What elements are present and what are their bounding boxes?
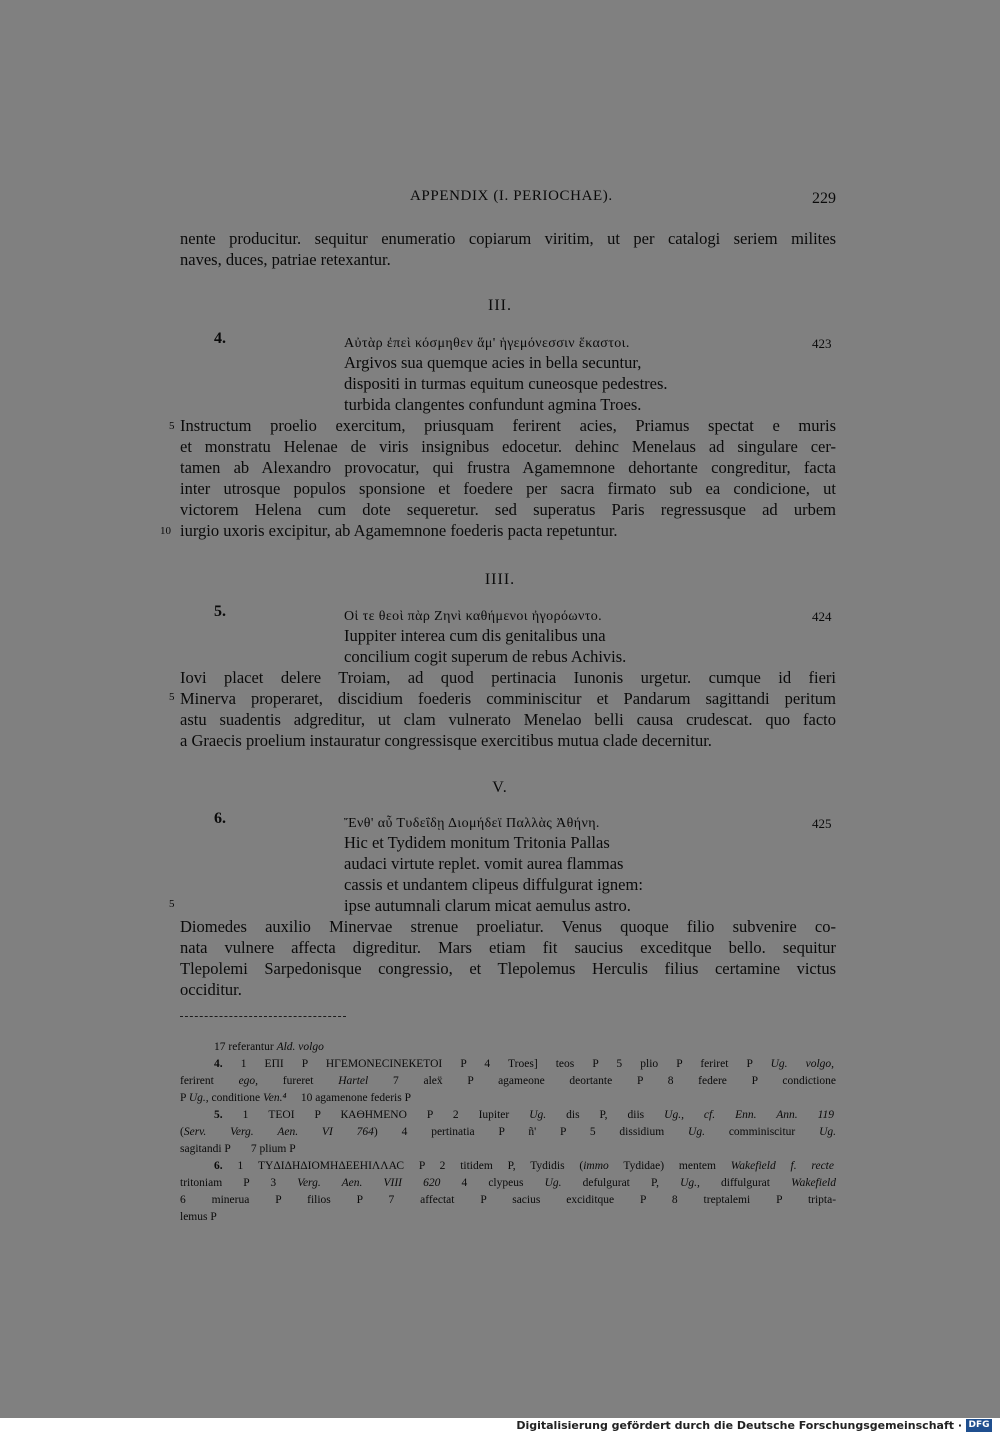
verse-line: Hic et Tydidem monitum Tritonia Pallas <box>344 833 610 852</box>
greek-incipit-4: Αὐτὰρ ἐπεὶ κόσμηθεν ἅμ' ἡγεμόνεσσιν ἕκαστοι. <box>344 336 630 351</box>
apparatus-line: ferirent ego, fureret Hartel 7 aleẍ P agameone deortante P 8 federe P condictione <box>180 1075 837 1087</box>
verse-line: Argivos sua quemque acies in bella secuntur, <box>344 353 642 372</box>
apparatus-line: 17 referantur Ald. volgo <box>214 1041 324 1053</box>
page-number: 229 <box>812 190 836 207</box>
funding-credit: Digitalisierung gefördert durch die Deutsche Forschungsgemeinschaft · <box>516 1419 962 1432</box>
ref-number-424: 424 <box>812 609 832 624</box>
apparatus-line: tritoniam P 3 Verg. Aen. VIII 620 4 clypeus Ug. defulgurat P, Ug., diffulgurat Wakefield <box>180 1177 836 1189</box>
intro-line-2: naves, duces, patriae retexantur. <box>180 250 391 269</box>
greek-incipit-6: Ἔνθ' αὖ Τυδεΐδῃ Διομήδεϊ Παλλὰς Ἀθήνη. <box>344 816 600 831</box>
prose-line: Tlepolemi Sarpedonisque congressio, et Tlepolemus Herculis filius certamine victus <box>180 959 836 978</box>
apparatus-line: P Ug., conditione Ven.⁴ 10 agamenone federis P <box>180 1092 411 1104</box>
verse-line: dispositi in turmas equitum cuneosque pedestres. <box>344 374 668 393</box>
intro-line-1: nente producitur. sequitur enumeratio copiarum viritim, ut per catalogi seriem milites <box>180 229 836 248</box>
prose-line: Iovi placet delere Troiam, ad quod pertinacia Iunonis urgetur. cumque id fieri <box>180 668 836 687</box>
prose-line: inter utrosque populos sponsione et foedere per sacra firmato sub ea condicione, ut <box>180 479 836 498</box>
prose-line: iurgio uxoris excipitur, ab Agamemnone foederis pacta repetuntur. <box>180 521 618 540</box>
footnote-separator <box>180 1016 346 1017</box>
section-numeral-v: V. <box>492 779 508 796</box>
greek-incipit-5: Οἱ τε θεοὶ πὰρ Ζηνὶ καθήμενοι ἠγορόωντο. <box>344 609 603 624</box>
running-head: APPENDIX (I. PERIOCHAE). <box>410 188 613 204</box>
ref-number-423: 423 <box>812 336 832 351</box>
prose-line: et monstratu Helenae de viris insignibus edocetur. dehinc Menelaus ad singulare cer- <box>180 437 836 456</box>
apparatus-line: sagitandi P 7 plium P <box>180 1143 296 1155</box>
apparatus-line: 5. 1 ТЕОІ P КАӨНМЕNО P 2 Iupiter Ug. dis P, diis Ug., cf. Enn. Ann. 119 <box>214 1109 835 1121</box>
verse-line: cassis et undantem clipeus diffulgurat ignem: <box>344 875 643 894</box>
prose-line: Diomedes auxilio Minervae strenue proeliatur. Venus quoque filio subvenire co- <box>180 917 836 936</box>
prose-line: tamen ab Alexandro provocatur, qui frustra Agamemnone dehortante congreditur, facta <box>180 458 836 477</box>
prose-line: Minerva properaret, discidium foederis comminiscitur et Pandarum sagittandi peritum <box>180 689 836 708</box>
verse-line: concilium cogit superum de rebus Achivis. <box>344 647 627 666</box>
section-numeral-iiii: IIII. <box>484 571 516 588</box>
margin-line-number: 5 <box>169 420 175 432</box>
verse-line: turbida clangentes confundunt agmina Troes. <box>344 395 642 414</box>
verse-line: Iuppiter interea cum dis genitalibus una <box>344 626 606 645</box>
item-number-5: 5. <box>214 603 226 620</box>
dfg-logo-icon: DFG <box>966 1419 992 1432</box>
apparatus-line: lemus P <box>180 1211 217 1223</box>
verse-line: ipse autumnali clarum micat aemulus astro. <box>344 896 631 915</box>
apparatus-line: 6 minerua P filios P 7 affectat P sacius exciditque P 8 treptalemi P tripta- <box>180 1194 837 1206</box>
prose-line: astu suadentis adgreditur, ut clam vulnerato Menelao belli causa crudescat. quo facto <box>180 710 836 729</box>
section-numeral-iii: III. <box>488 297 512 314</box>
ref-number-425: 425 <box>812 816 832 831</box>
item-number-4: 4. <box>214 330 226 347</box>
prose-line: nata vulnere affecta digreditur. Mars etiam fit saucius exceditque bello. sequitur <box>180 938 836 957</box>
prose-line: Instructum proelio exercitum, priusquam ferirent acies, Priamus spectat e muris <box>180 416 836 435</box>
verse-line: audaci virtute replet. vomit aurea flammas <box>344 854 624 873</box>
prose-line: a Graecis proelium instauratur congressisque exercitibus mutua clade decernitur. <box>180 731 712 750</box>
prose-line: occiditur. <box>180 980 242 999</box>
margin-line-number: 10 <box>160 525 171 537</box>
margin-line-number: 5 <box>169 898 175 910</box>
apparatus-line: (Serv. Verg. Aen. VI 764) 4 pertinatia P ñ' P 5 dissidium Ug. comminiscitur Ug. <box>180 1126 837 1138</box>
prose-line: victorem Helena cum dote sequeretur. sed superatus Paris regressusque ad urbem <box>180 500 836 519</box>
apparatus-line: 4. 1 ЕПІ P НГЕМОNЕСІNЕКЕТОІ P 4 Troes] teos P 5 plio P feriret P Ug. volgo, <box>214 1058 835 1070</box>
apparatus-line: 6. 1 ТҮΔІΔНΔІОМНΔЕЕНІΛΛАС P 2 titidem P, Tydidis (immo Tydidae) mentem Wakefield f. recte <box>214 1160 834 1172</box>
item-number-6: 6. <box>214 810 226 827</box>
margin-line-number: 5 <box>169 691 175 703</box>
